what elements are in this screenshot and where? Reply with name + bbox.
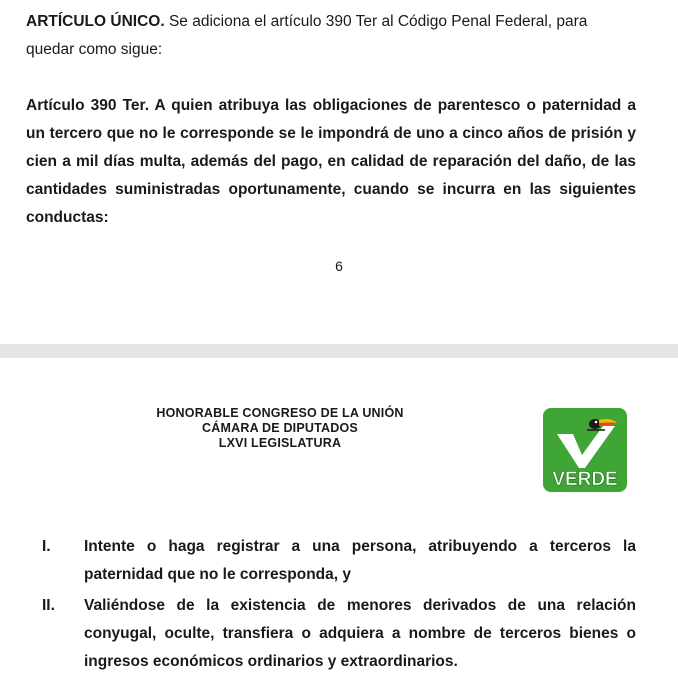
- conduct-list: [42, 533, 636, 679]
- page-separator: [0, 344, 678, 358]
- header-line-legislature: LXVI LEGISLATURA: [218, 436, 342, 450]
- page-number: 6: [335, 258, 343, 274]
- list-item-text: Intente o haga registrar a una persona, atribuyendo a terceros la paternidad que no le corresponda, y: [84, 538, 636, 583]
- header-line-congress: HONORABLE CONGRESO DE LA UNIÓN: [156, 406, 404, 420]
- article-intro-lead: ARTÍCULO ÚNICO.: [26, 13, 165, 30]
- list-item-number: I.: [42, 538, 51, 555]
- header-line-chamber: CÁMARA DE DIPUTADOS: [202, 421, 358, 435]
- congress-header: [110, 406, 450, 451]
- logo-text: VERDE: [552, 469, 618, 490]
- list-item-text: Valiéndose de la existencia de menores derivados de una relación conyugal, oculte, transfiera o adquiera a nombre de terceros bienes o ingresos económicos ordinarios y extraordinarios.: [84, 597, 636, 670]
- document-page-bottom: [0, 358, 678, 692]
- list-item: [42, 592, 636, 676]
- article-390-ter-paragraph: Artículo 390 Ter. A quien atribuya las obligaciones de parentesco o paternidad a un tercero que no le corresponde se le impondrá de uno a cinco años de prisión y cien a mil días multa, además del pago, en calidad de reparación del daño, de las cantidades suministradas oportunamente, cuando se incurra en las siguientes conductas:: [26, 97, 636, 226]
- list-item: [42, 533, 636, 589]
- verde-party-logo: [543, 408, 627, 492]
- article-intro-paragraph: [26, 8, 636, 64]
- document-page-top: [0, 0, 678, 344]
- list-item-number: II.: [42, 597, 55, 614]
- toucan-check-icon: [543, 408, 627, 492]
- article-intro-text: Se adiciona el artículo 390 Ter al Código Penal Federal, para quedar como sigue:: [26, 13, 588, 58]
